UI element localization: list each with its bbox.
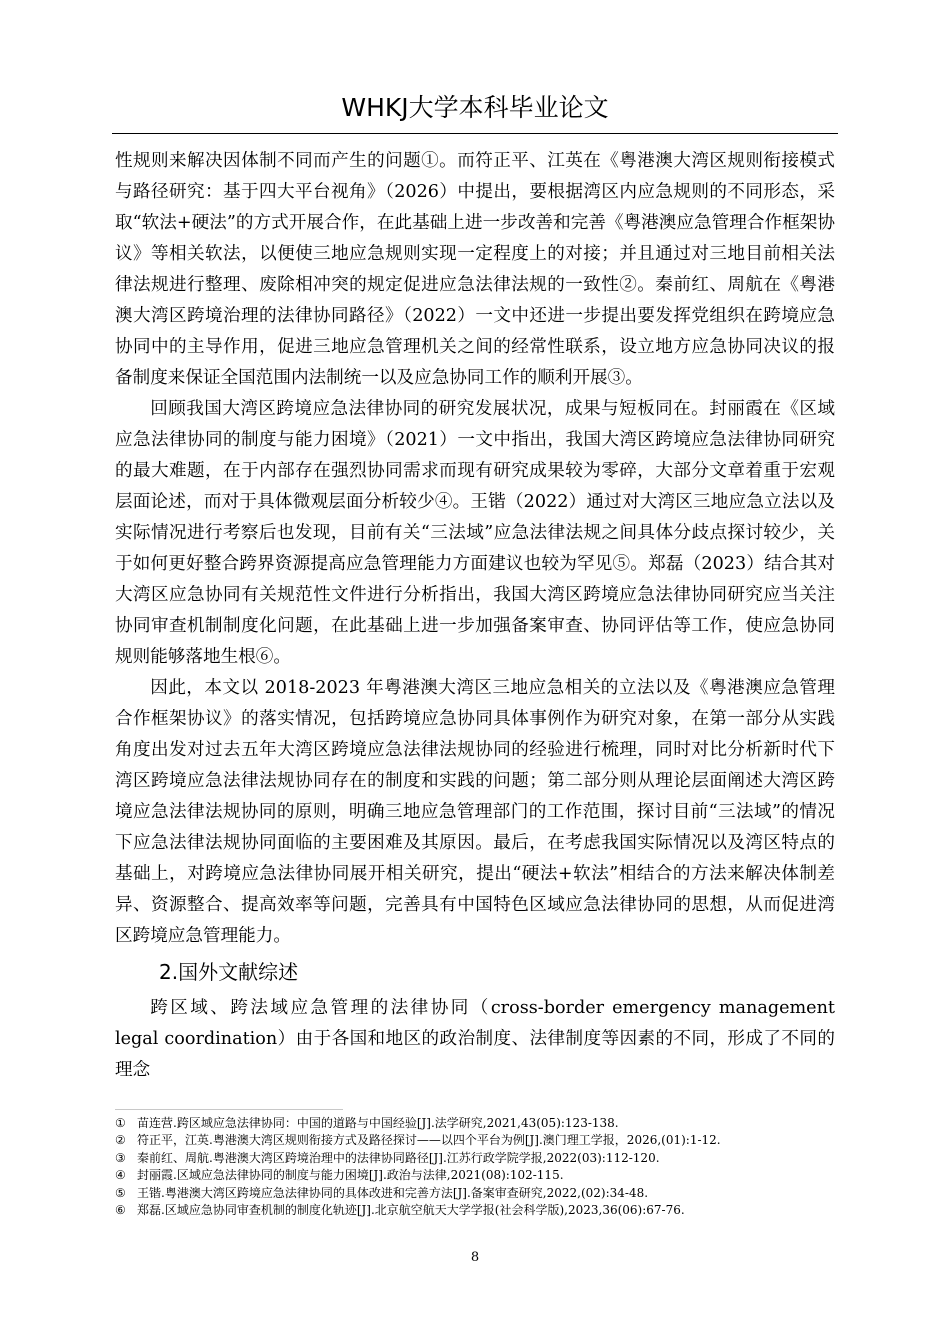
body-paragraph: 因此，本文以 2018-2023 年粤港澳大湾区三地应急相关的立法以及《粤港澳应急管理合作框架协议》的落实情况，包括跨境应急协同具体事例作为研究对象，在第一部分从实践角度出发对过去五年大湾区跨境应急法律法规协同的经验进行梳理，同时对比分析新时代下湾区跨境应急法律法规协同存在的制度和实践的问题；第二部分则从理论层面阐述大湾区跨境应急法律法规协同的原则，明确三地应急管理部门的工作范围，探讨目前“三法域”的情况下应急法律法规协同面临的主要困难及其原因。最后，在考虑我国实际情况以及湾区特点的基础上，对跨境应急法律协同展开相关研究，提出“硬法+软法”相结合的方法来解决体制差异、资源整合、提高效率等问题，完善具有中国特色区域应急法律协同的思想，从而促进湾区跨境应急管理能力。 [115,678,835,946]
footnote-text: 王锴.粤港澳大湾区跨境应急法律协同的具体改进和完善方法[J].备案审查研究,2022,(02):34-48. [137,1185,649,1200]
footnote-separator [115,1109,343,1110]
footnote [115,1185,855,1202]
section-heading: 2.国外文献综述 [159,960,299,984]
footnote-text: 秦前红、周航.粤港澳大湾区跨境治理中的法律协同路径[J].江苏行政学院学报,2022(03):112-120. [137,1150,660,1165]
footnote-text: 郑磊.区域应急协同审查机制的制度化轨迹[J].北京航空航天大学学报(社会科学版),2023,36(06):67-76. [137,1203,685,1218]
footnote-mark: ④ [115,1168,126,1183]
footnote-mark: ① [115,1116,126,1130]
footnote-mark: ⑥ [115,1203,126,1218]
running-header: WHKJ大学本科毕业论文 [341,93,609,122]
body-text [115,146,835,1086]
footnote [115,1202,855,1219]
footnote [115,1150,855,1167]
footnote-text: 封丽霞.区域应急法律协同的制度与能力困境[J].政治与法律,2021(08):102-115. [137,1168,564,1183]
footnote-mark: ⑤ [115,1185,126,1200]
footnotes [115,1115,855,1219]
page-number: 8 [470,1250,480,1265]
footnote-mark: ② [115,1133,126,1148]
footnote [115,1115,855,1132]
footnote [115,1167,855,1184]
header-rule [112,133,838,134]
body-paragraph: 跨区域、跨法域应急管理的法律协同（cross-border emergency management legal coordination）由于各国和地区的政治制度、法律制度等因素的不同，形成了不同的理念 [115,998,835,1080]
footnote-mark: ③ [115,1150,126,1165]
body-paragraph: 回顾我国大湾区跨境应急法律协同的研究发展状况，成果与短板同在。封丽霞在《区域应急法律协同的制度与能力困境》（2021）一文中指出，我国大湾区跨境应急法律协同研究的最大难题，在于内部存在强烈协同需求而现有研究成果较为零碎，大部分文章着重于宏观层面论述，而对于具体微观层面分析较少④。王锴（2022）通过对大湾区三地应急立法以及实际情况进行考察后也发现，目前有关“三法域”应急法律法规之间具体分歧点探讨较少，关于如何更好整合跨界资源提高应急管理能力方面建议也较为罕见⑤。郑磊（2023）结合其对大湾区应急协同有关规范性文件进行分析指出，我国大湾区跨境应急法律协同研究应当关注协同审查机制制度化问题，在此基础上进一步加强备案审查、协同评估等工作，使应急协同规则能够落地生根⑥。 [115,399,835,667]
footnote [115,1132,855,1149]
body-paragraph: 性规则来解决因体制不同而产生的问题①。而符正平、江英在《粤港澳大湾区规则衔接模式与路径研究：基于四大平台视角》（2026）中提出，要根据湾区内应急规则的不同形态，采取“软法+硬法”的方式开展合作，在此基础上进一步改善和完善《粤港澳应急管理合作框架协议》等相关软法，以便使三地应急规则实现一定程度上的对接；并且通过对三地目前相关法律法规进行整理、废除相冲突的规定促进应急法律法规的一致性②。秦前红、周航在《粤港澳大湾区跨境治理的法律协同路径》（2022）一文中还进一步提出要发挥党组织在跨境应急协同中的主导作用，促进三地应急管理机关之间的经常性联系，设立地方应急协同决议的报备制度来保证全国范围内法制统一以及应急协同工作的顺利开展③。 [115,151,835,388]
footnote-text: 苗连营.跨区域应急法律协同：中国的道路与中国经验[J].法学研究,2021,43(05):123-138. [137,1116,619,1130]
footnote-text: 符正平，江英.粤港澳大湾区规则衔接方式及路径探讨——以四个平台为例[J].澳门理工学报，2026,(01):1-12. [137,1133,721,1148]
